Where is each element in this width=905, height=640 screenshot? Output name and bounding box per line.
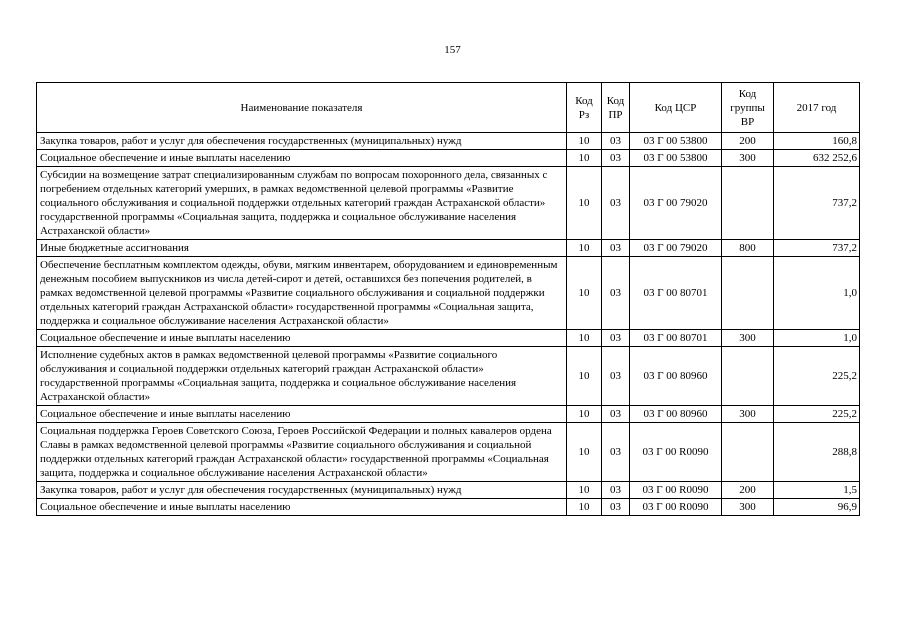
row-rz: 10 [567,150,602,167]
row-pr: 03 [602,133,630,150]
row-rz: 10 [567,347,602,406]
row-name: Исполнение судебных актов в рамках ведомственной целевой программы «Развитие социального обслуживания и социальной поддержки отдельных категорий граждан Астраханской области» государственной программы «Социальная защита, поддержка и социальное обслуживание населения Астраханской области» [37,347,567,406]
row-pr: 03 [602,499,630,516]
row-pr: 03 [602,150,630,167]
row-amount: 160,8 [774,133,860,150]
row-amount: 288,8 [774,423,860,482]
table-row [37,423,860,482]
table-row [37,347,860,406]
row-amount: 225,2 [774,406,860,423]
row-rz: 10 [567,423,602,482]
row-csr: 03 Г 00 53800 [630,133,722,150]
header-pr: Код ПР [602,83,630,133]
row-amount: 737,2 [774,240,860,257]
row-rz: 10 [567,499,602,516]
row-amount: 632 252,6 [774,150,860,167]
table-row [37,482,860,499]
row-vr [722,347,774,406]
row-pr: 03 [602,423,630,482]
header-vr: Код группы ВР [722,83,774,133]
row-pr: 03 [602,482,630,499]
table-body [37,133,860,516]
row-name: Социальное обеспечение и иные выплаты населению [37,150,567,167]
row-amount: 737,2 [774,167,860,240]
header-csr: Код ЦСР [630,83,722,133]
row-csr: 03 Г 00 80701 [630,257,722,330]
row-amount: 1,5 [774,482,860,499]
row-rz: 10 [567,330,602,347]
table-row [37,150,860,167]
row-rz: 10 [567,257,602,330]
row-name: Закупка товаров, работ и услуг для обеспечения государственных (муниципальных) нужд [37,133,567,150]
row-vr: 800 [722,240,774,257]
row-vr [722,423,774,482]
row-amount: 1,0 [774,330,860,347]
row-pr: 03 [602,167,630,240]
page-number: 157 [444,44,461,56]
row-name: Субсидии на возмещение затрат специализированным службам по вопросам похоронного дела, связанных с погребением отдельных категорий умерших, в рамках ведомственной целевой программы «Развитие социального обслуживания и социальной поддержки отдельных категорий граждан Астраханской области» государственной программы «Социальная защита, поддержка и социальное обслуживание населения Астраханской области» [37,167,567,240]
row-name: Социальное обеспечение и иные выплаты населению [37,499,567,516]
row-vr: 200 [722,133,774,150]
row-amount: 1,0 [774,257,860,330]
row-vr: 300 [722,406,774,423]
row-pr: 03 [602,330,630,347]
table-row [37,330,860,347]
row-rz: 10 [567,133,602,150]
row-vr [722,257,774,330]
row-name: Социальное обеспечение и иные выплаты населению [37,406,567,423]
row-csr: 03 Г 00 53800 [630,150,722,167]
row-csr: 03 Г 00 R0090 [630,482,722,499]
row-vr: 300 [722,499,774,516]
row-rz: 10 [567,482,602,499]
row-name: Обеспечение бесплатным комплектом одежды, обуви, мягким инвентарем, оборудованием и единовременным денежным пособием выпускников из числа детей-сирот и детей, оставшихся без попечения родителей, в рамках ведомственной целевой программы «Развитие социального обслуживания и социальной поддержки отдельных категорий граждан Астраханской области» государственной программы «Социальная защита, поддержка и социальное обслуживание населения Астраханской области» [37,257,567,330]
table-row [37,240,860,257]
row-pr: 03 [602,347,630,406]
row-rz: 10 [567,167,602,240]
header-name: Наименование показателя [37,83,567,133]
row-rz: 10 [567,406,602,423]
row-csr: 03 Г 00 79020 [630,240,722,257]
row-pr: 03 [602,257,630,330]
row-name: Иные бюджетные ассигнования [37,240,567,257]
table-row [37,499,860,516]
row-csr: 03 Г 00 80701 [630,330,722,347]
header-rz: Код Рз [567,83,602,133]
row-vr: 300 [722,150,774,167]
row-name: Социальная поддержка Героев Советского Союза, Героев Российской Федерации и полных кавалеров ордена Славы в рамках ведомственной целевой программы «Развитие социального обслуживания и социальной поддержки отдельных категорий граждан Астраханской области» государственной программы «Социальная защита, поддержка и социальное обслуживание населения Астраханской области» [37,423,567,482]
row-name: Социальное обеспечение и иные выплаты населению [37,330,567,347]
row-rz: 10 [567,240,602,257]
row-vr [722,167,774,240]
header-year: 2017 год [774,83,860,133]
row-csr: 03 Г 00 79020 [630,167,722,240]
row-pr: 03 [602,406,630,423]
table-row [37,167,860,240]
row-vr: 200 [722,482,774,499]
row-csr: 03 Г 00 R0090 [630,499,722,516]
table-row [37,406,860,423]
row-name: Закупка товаров, работ и услуг для обеспечения государственных (муниципальных) нужд [37,482,567,499]
table-row [37,133,860,150]
row-csr: 03 Г 00 80960 [630,406,722,423]
row-amount: 225,2 [774,347,860,406]
row-amount: 96,9 [774,499,860,516]
row-vr: 300 [722,330,774,347]
budget-table [36,82,860,516]
row-csr: 03 Г 00 R0090 [630,423,722,482]
table-row [37,257,860,330]
row-csr: 03 Г 00 80960 [630,347,722,406]
row-pr: 03 [602,240,630,257]
